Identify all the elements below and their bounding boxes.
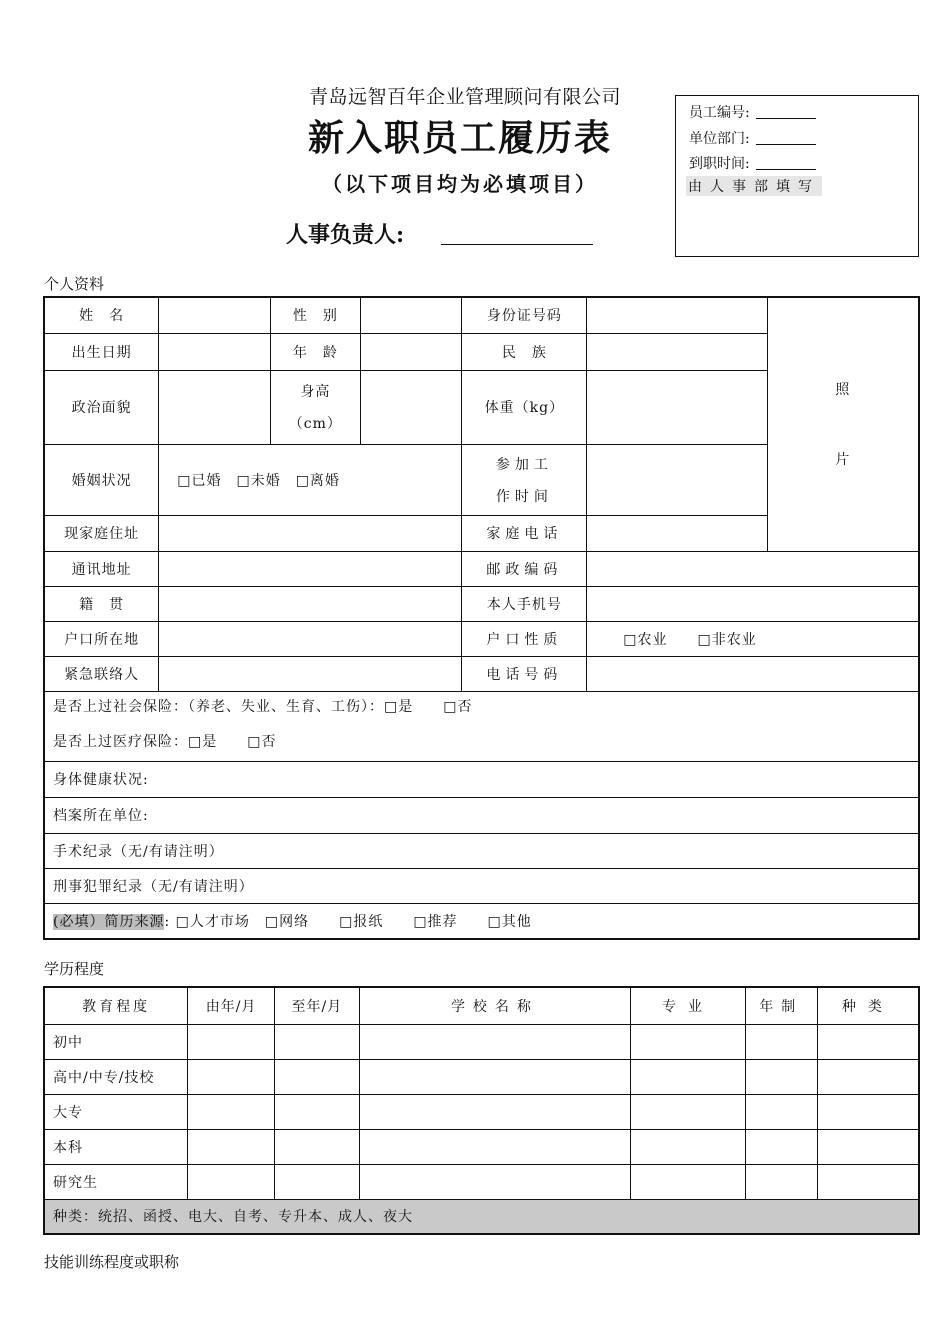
edu-cell[interactable] bbox=[274, 1024, 359, 1059]
politics-label: 政治面貌 bbox=[44, 370, 159, 444]
phone-label: 电话号码 bbox=[462, 656, 587, 691]
ethnic-label: 民 族 bbox=[462, 333, 587, 370]
hr-manager-field[interactable] bbox=[441, 244, 593, 245]
edu-header-to: 至年/月 bbox=[274, 987, 359, 1024]
edu-cell[interactable] bbox=[745, 1059, 817, 1094]
photo-char-2: 片 bbox=[835, 452, 851, 469]
social-insurance-question[interactable]: 是否上过社会保险：（养老、失业、生育、工伤）：□是 □否 bbox=[53, 698, 473, 715]
marital-label: 婚姻状况 bbox=[44, 444, 159, 515]
edu-cell[interactable] bbox=[188, 1164, 275, 1199]
edu-header-type: 种类 bbox=[817, 987, 919, 1024]
weight-label: 体重（kg） bbox=[462, 370, 587, 444]
work-start-line1: 参加工 bbox=[495, 456, 553, 473]
table-row bbox=[44, 1059, 919, 1094]
surgery-field[interactable]: 手术纪录（无/有请注明） bbox=[44, 833, 919, 868]
edu-cell[interactable] bbox=[817, 1024, 919, 1059]
edu-header-from: 由年/月 bbox=[188, 987, 275, 1024]
work-start-label bbox=[462, 444, 587, 515]
hukou-loc-input[interactable] bbox=[159, 621, 462, 656]
photo-box[interactable] bbox=[767, 297, 919, 551]
personal-info-table bbox=[43, 296, 920, 940]
join-date-field[interactable] bbox=[756, 169, 816, 170]
edu-level-college: 大专 bbox=[44, 1094, 188, 1129]
edu-cell[interactable] bbox=[188, 1129, 275, 1164]
skills-section-title: 技能训练程度或职称 bbox=[44, 1253, 180, 1271]
gender-input[interactable] bbox=[360, 297, 462, 333]
criminal-field[interactable]: 刑事犯罪纪录（无/有请注明） bbox=[44, 868, 919, 903]
edu-level-junior: 初中 bbox=[44, 1024, 188, 1059]
edu-cell[interactable] bbox=[188, 1059, 275, 1094]
education-section-title: 学历程度 bbox=[44, 960, 105, 978]
hr-info-box bbox=[675, 95, 919, 257]
height-label-line1: 身高 bbox=[300, 384, 331, 400]
postcode-label: 邮政编码 bbox=[462, 551, 587, 586]
home-phone-label: 家庭电话 bbox=[462, 515, 587, 551]
edu-cell[interactable] bbox=[274, 1164, 359, 1199]
edu-cell[interactable] bbox=[631, 1094, 746, 1129]
edu-header-major: 专业 bbox=[631, 987, 746, 1024]
company-name: 青岛远智百年企业管理顾问有限公司 bbox=[308, 86, 621, 108]
table-row bbox=[44, 1094, 919, 1129]
edu-level-senior: 高中/中专/技校 bbox=[44, 1059, 188, 1094]
age-input[interactable] bbox=[360, 333, 462, 370]
mobile-label: 本人手机号 bbox=[462, 586, 587, 621]
filled-by-hr-note: 由人事部填写 bbox=[686, 176, 822, 196]
employee-no-row bbox=[689, 102, 816, 122]
department-field[interactable] bbox=[756, 144, 816, 145]
work-start-line2: 作时间 bbox=[495, 488, 553, 505]
employee-no-label: 员工编号: bbox=[689, 105, 750, 121]
department-label: 单位部门: bbox=[689, 131, 750, 147]
archive-field[interactable]: 档案所在单位: bbox=[44, 797, 919, 833]
edu-cell[interactable] bbox=[631, 1024, 746, 1059]
mail-addr-input[interactable] bbox=[159, 551, 462, 586]
height-input[interactable] bbox=[360, 370, 462, 444]
edu-cell[interactable] bbox=[188, 1094, 275, 1129]
table-row bbox=[44, 1129, 919, 1164]
name-label: 姓 名 bbox=[44, 297, 159, 333]
phone-input[interactable] bbox=[587, 656, 919, 691]
edu-cell[interactable] bbox=[359, 1094, 630, 1129]
id-no-input[interactable] bbox=[587, 297, 768, 333]
work-start-input[interactable] bbox=[587, 444, 768, 515]
health-field[interactable]: 身体健康状况: bbox=[44, 761, 919, 797]
hukou-loc-label: 户口所在地 bbox=[44, 621, 159, 656]
edu-cell[interactable] bbox=[631, 1059, 746, 1094]
join-date-label: 到职时间: bbox=[689, 156, 750, 172]
emergency-input[interactable] bbox=[159, 656, 462, 691]
edu-header-years: 年制 bbox=[745, 987, 817, 1024]
native-input[interactable] bbox=[159, 586, 462, 621]
politics-input[interactable] bbox=[159, 370, 271, 444]
edu-cell[interactable] bbox=[745, 1024, 817, 1059]
edu-header-level: 教育程度 bbox=[44, 987, 188, 1024]
height-label-line2: （cm） bbox=[288, 416, 342, 432]
table-row bbox=[44, 1164, 919, 1199]
weight-input[interactable] bbox=[587, 370, 768, 444]
edu-cell[interactable] bbox=[631, 1129, 746, 1164]
resume-source-options[interactable]: : □人才市场 □网络 □报纸 □推荐 □其他 bbox=[164, 913, 532, 930]
address-label: 现家庭住址 bbox=[44, 515, 159, 551]
edu-cell[interactable] bbox=[359, 1059, 630, 1094]
hukou-type-label: 户口性质 bbox=[462, 621, 587, 656]
join-date-row bbox=[689, 153, 816, 173]
postcode-input[interactable] bbox=[587, 551, 919, 586]
id-no-label: 身份证号码 bbox=[462, 297, 587, 333]
age-label: 年 龄 bbox=[270, 333, 360, 370]
form-subtitle: （以下项目均为必填项目） bbox=[322, 172, 598, 196]
edu-cell[interactable] bbox=[817, 1059, 919, 1094]
personal-section-title: 个人资料 bbox=[44, 275, 105, 293]
table-row bbox=[44, 1024, 919, 1059]
edu-cell[interactable] bbox=[745, 1094, 817, 1129]
marital-options[interactable]: □已婚 □未婚 □离婚 bbox=[159, 444, 462, 515]
edu-cell[interactable] bbox=[188, 1024, 275, 1059]
resume-source-row[interactable] bbox=[44, 903, 919, 939]
ethnic-input[interactable] bbox=[587, 333, 768, 370]
home-phone-input[interactable] bbox=[587, 515, 768, 551]
form-title: 新入职员工履历表 bbox=[307, 117, 612, 159]
emergency-label: 紧急联络人 bbox=[44, 656, 159, 691]
birth-label: 出生日期 bbox=[44, 333, 159, 370]
edu-cell[interactable] bbox=[359, 1164, 630, 1199]
edu-cell[interactable] bbox=[274, 1129, 359, 1164]
department-row bbox=[689, 128, 816, 148]
edu-cell[interactable] bbox=[745, 1129, 817, 1164]
gender-label: 性 别 bbox=[270, 297, 360, 333]
mobile-input[interactable] bbox=[587, 586, 919, 621]
hr-manager-label: 人事负责人: bbox=[286, 222, 405, 248]
address-input[interactable] bbox=[159, 515, 462, 551]
resume-source-label: (必填）简历来源 bbox=[53, 913, 165, 930]
edu-header-school: 学校名称 bbox=[359, 987, 630, 1024]
mail-addr-label: 通讯地址 bbox=[44, 551, 159, 586]
photo-char-1: 照 bbox=[835, 382, 851, 399]
edu-cell[interactable] bbox=[745, 1164, 817, 1199]
edu-type-note: 种类：统招、函授、电大、自考、专升本、成人、夜大 bbox=[44, 1199, 919, 1234]
edu-cell[interactable] bbox=[817, 1129, 919, 1164]
insurance-row[interactable] bbox=[44, 691, 919, 761]
edu-level-graduate: 研究生 bbox=[44, 1164, 188, 1199]
native-label: 籍 贯 bbox=[44, 586, 159, 621]
hukou-type-options[interactable]: □农业 □非农业 bbox=[587, 621, 919, 656]
medical-insurance-question[interactable]: 是否上过医疗保险：□是 □否 bbox=[53, 733, 277, 750]
education-table bbox=[43, 986, 920, 1235]
edu-cell[interactable] bbox=[359, 1024, 630, 1059]
edu-cell[interactable] bbox=[359, 1129, 630, 1164]
edu-cell[interactable] bbox=[631, 1164, 746, 1199]
edu-cell[interactable] bbox=[274, 1094, 359, 1129]
name-input[interactable] bbox=[159, 297, 271, 333]
edu-level-bachelor: 本科 bbox=[44, 1129, 188, 1164]
birth-input[interactable] bbox=[159, 333, 271, 370]
employee-no-field[interactable] bbox=[756, 118, 816, 119]
edu-cell[interactable] bbox=[817, 1094, 919, 1129]
edu-cell[interactable] bbox=[274, 1059, 359, 1094]
height-label bbox=[270, 370, 360, 444]
edu-cell[interactable] bbox=[817, 1164, 919, 1199]
